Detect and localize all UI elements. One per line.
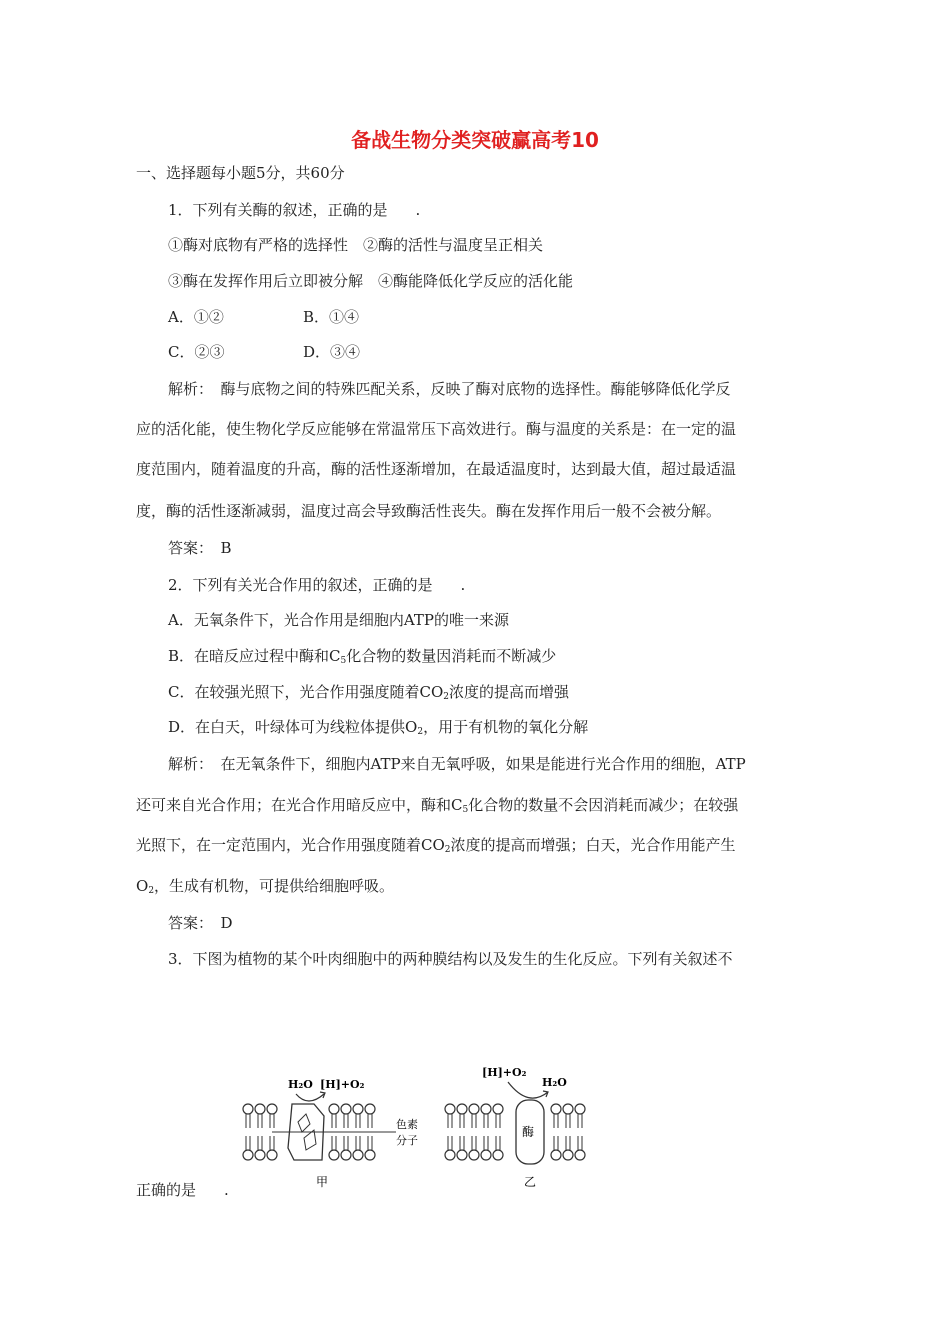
membrane-yi (445, 1066, 585, 1189)
enzyme-label: 酶 (522, 1125, 535, 1139)
q1-analysis-line: 度，酶的活性逐渐减弱，温度过高会导致酶活性丧失。酶在发挥作用后一般不会被分解。 (136, 502, 722, 520)
q3-stem: 3．下图为植物的某个叶肉细胞中的两种膜结构以及发生的生化反应。下列有关叙述不 (168, 950, 733, 968)
yi-h2o-label: H₂O (542, 1076, 567, 1089)
q1-analysis-line: 解析： 酶与底物之间的特殊匹配关系，反映了酶对底物的选择性。酶能够降低化学反 (168, 380, 731, 398)
q1-stem: 1．下列有关酶的叙述，正确的是 . (168, 201, 421, 219)
pigment-label-1: 色素 (396, 1118, 418, 1131)
q2-analysis-line: 解析： 在无氧条件下，细胞内ATP来自无氧呼吸，如果是能进行光合作用的细胞，ATP (168, 755, 746, 773)
pigment-label-2: 分子 (396, 1134, 418, 1147)
q1-options-row2 (168, 341, 848, 363)
membrane-jia (243, 1078, 418, 1189)
page-title: 备战生物分类突破赢高考10 (351, 128, 599, 152)
jia-h2o-label: H₂O (288, 1078, 313, 1091)
q2-stem: 2．下列有关光合作用的叙述，正确的是 . (168, 576, 466, 594)
yi-h-o2-label: [H]+O₂ (482, 1066, 527, 1079)
q2-answer: 答案： D (168, 914, 233, 932)
q2-analysis-line: 还可来自光合作用；在光合作用暗反应中，酶和$C_5$化合物的数量不会因消耗而减少；在较强 (136, 796, 739, 815)
q2-option-c: C．在较强光照下，光合作用强度随着$CO_2$浓度的提高而增强 (168, 683, 570, 702)
q1-option-a: A．①② (168, 308, 224, 326)
jia-h-o2-label: [H]+O₂ (320, 1078, 365, 1091)
reaction-arrow (296, 1094, 324, 1101)
q3-stem-tail: 正确的是 . (136, 1181, 229, 1199)
q1-items-line1: ①酶对底物有严格的选择性 ②酶的活性与温度呈正相关 (168, 236, 544, 254)
q1-items-line2: ③酶在发挥作用后立即被分解 ④酶能降低化学反应的活化能 (168, 272, 574, 290)
q2-option-d: D．在白天，叶绿体可为线粒体提供$O_2$，用于有机物的氧化分解 (168, 718, 589, 737)
q1-options-row1 (168, 306, 848, 328)
q2-option-a: A．无氧条件下，光合作用是细胞内ATP的唯一来源 (168, 611, 509, 629)
jia-label: 甲 (316, 1175, 329, 1189)
q2-analysis-line: 光照下，在一定范围内，光合作用强度随着$CO_2$浓度的提高而增强；白天，光合作用能产生 (136, 836, 736, 855)
q1-analysis-line: 度范围内，随着温度的升高，酶的活性逐渐增加，在最适温度时，达到最大值，超过最适温 (136, 460, 737, 478)
q1-option-c: C．②③ (168, 343, 225, 361)
q2-analysis-line: $O_2$，生成有机物，可提供给细胞呼吸。 (136, 877, 395, 896)
q1-answer: 答案： B (168, 539, 232, 557)
q1-option-d: D．③④ (303, 343, 361, 361)
section-heading: 一、选择题每小题5分，共60分 (136, 164, 345, 182)
q1-option-b: B．①④ (303, 308, 360, 326)
q2-option-b: B．在暗反应过程中酶和$C_5$化合物的数量因消耗而不断减少 (168, 647, 557, 666)
yi-label: 乙 (524, 1175, 537, 1189)
q1-analysis-line: 应的活化能，使生物化学反应能够在常温常压下高效进行。酶与温度的关系是：在一定的温 (136, 420, 737, 438)
